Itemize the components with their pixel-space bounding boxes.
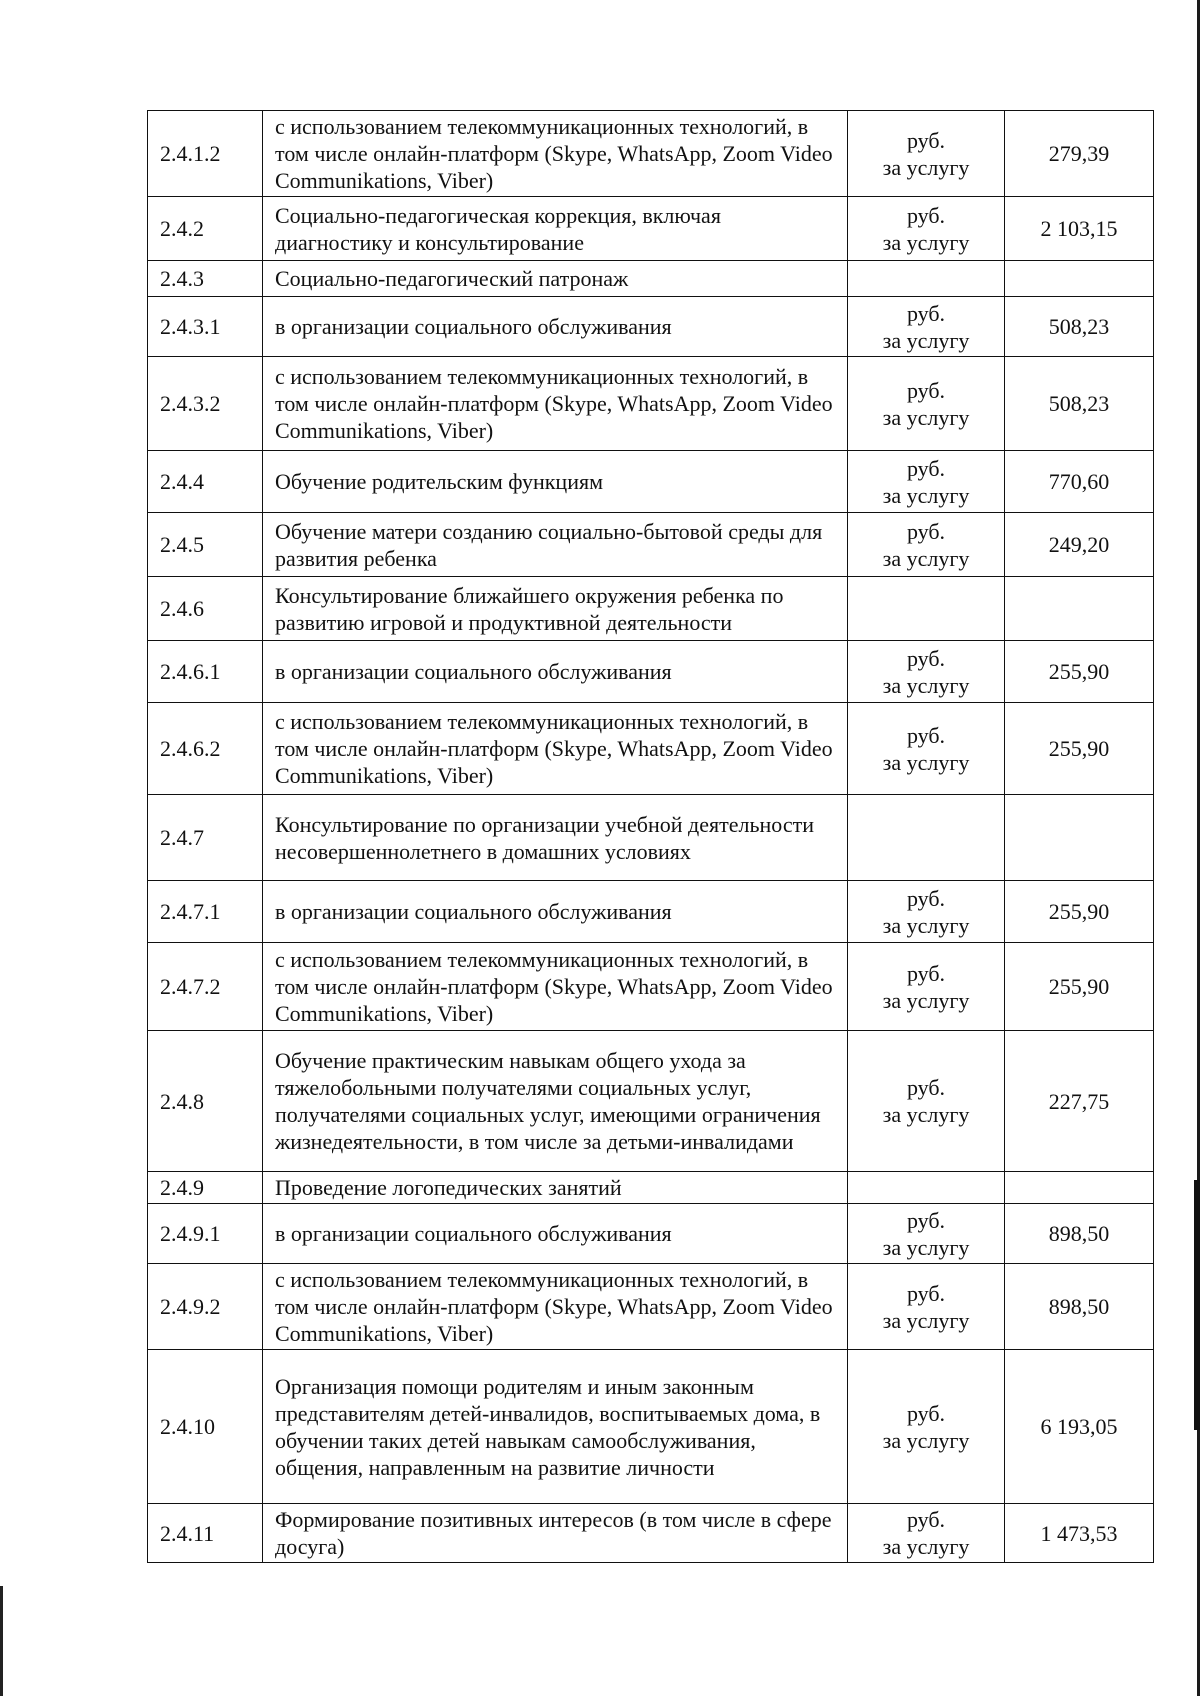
unit-line-1: руб. <box>906 1400 946 1426</box>
row-code: 2.4.3.2 <box>148 357 263 451</box>
row-code: 2.4.9.2 <box>148 1264 263 1350</box>
unit-line-1: руб. <box>906 300 946 326</box>
unit-line-2: за услугу <box>882 545 970 571</box>
scan-edge-right-band <box>1194 1180 1200 1430</box>
row-name: в организации социального обслуживания <box>263 297 848 357</box>
unit-line-2: за услугу <box>882 1307 970 1333</box>
row-code: 2.4.2 <box>148 197 263 261</box>
unit-line-2: за услугу <box>882 987 970 1013</box>
table-row <box>148 111 1154 197</box>
unit-line-2: за услугу <box>882 1234 970 1260</box>
row-unit <box>848 1504 1005 1563</box>
table-row <box>148 881 1154 943</box>
unit-line-1: руб. <box>906 518 946 544</box>
row-name: Обучение родительским функциям <box>263 451 848 513</box>
row-code: 2.4.10 <box>148 1350 263 1504</box>
unit-line-1: руб. <box>906 377 946 403</box>
table-row <box>148 1350 1154 1504</box>
row-name: Социально-педагогический патронаж <box>263 261 848 297</box>
row-unit <box>848 703 1005 795</box>
row-unit <box>848 943 1005 1031</box>
unit-line-1: руб. <box>906 127 946 153</box>
row-code: 2.4.7.1 <box>148 881 263 943</box>
row-code: 2.4.3.1 <box>148 297 263 357</box>
row-unit <box>848 1172 1005 1204</box>
row-name: с использованием телекоммуникационных технологий, в том числе онлайн-платформ (Skype, WhatsApp, Zoom Video Communikations, Viber) <box>263 1264 848 1350</box>
row-unit <box>848 577 1005 641</box>
row-unit <box>848 641 1005 703</box>
row-price: 508,23 <box>1005 357 1154 451</box>
row-name: Обучение матери созданию социально-бытовой среды для развития ребенка <box>263 513 848 577</box>
row-name: Обучение практическим навыкам общего ухода за тяжелобольными получателями социальных услуг, получателями социальных услуг, имеющими ограничения жизнедеятельности, в том числе за детьми-инвалидами <box>263 1031 848 1172</box>
row-code: 2.4.9 <box>148 1172 263 1204</box>
row-code: 2.4.1.2 <box>148 111 263 197</box>
unit-line-1: руб. <box>906 1075 946 1100</box>
row-price: 255,90 <box>1005 943 1154 1031</box>
unit-line-1: руб. <box>906 1507 946 1532</box>
row-code: 2.4.6 <box>148 577 263 641</box>
row-name: Консультирование ближайшего окружения ребенка по развитию игровой и продуктивной деятельности <box>263 577 848 641</box>
row-price: 770,60 <box>1005 451 1154 513</box>
row-name: Социально-педагогическая коррекция, включая диагностику и консультирование <box>263 197 848 261</box>
table-row <box>148 261 1154 297</box>
unit-line-2: за услугу <box>882 1102 970 1127</box>
table-row <box>148 795 1154 881</box>
row-unit <box>848 1031 1005 1172</box>
table-row <box>148 1172 1154 1204</box>
table-row <box>148 577 1154 641</box>
unit-line-2: за услугу <box>882 912 970 938</box>
row-price: 2 103,15 <box>1005 197 1154 261</box>
table-row <box>148 1504 1154 1563</box>
unit-line-1: руб. <box>906 1280 946 1306</box>
table-row <box>148 451 1154 513</box>
row-unit <box>848 197 1005 261</box>
row-price: 255,90 <box>1005 641 1154 703</box>
row-price <box>1005 1172 1154 1204</box>
row-name: Формирование позитивных интересов (в том числе в сфере досуга) <box>263 1504 848 1563</box>
row-name: с использованием телекоммуникационных технологий, в том числе онлайн-платформ (Skype, WhatsApp, Zoom Video Communikations, Viber) <box>263 703 848 795</box>
row-code: 2.4.9.1 <box>148 1204 263 1264</box>
row-price: 898,50 <box>1005 1204 1154 1264</box>
table-row <box>148 1204 1154 1264</box>
row-price: 1 473,53 <box>1005 1504 1154 1563</box>
unit-line-2: за услугу <box>882 154 970 180</box>
row-price: 508,23 <box>1005 297 1154 357</box>
unit-line-2: за услугу <box>882 749 970 775</box>
table-row <box>148 641 1154 703</box>
row-name: с использованием телекоммуникационных технологий, в том числе онлайн-платформ (Skype, WhatsApp, Zoom Video Communikations, Viber) <box>263 943 848 1031</box>
row-code: 2.4.3 <box>148 261 263 297</box>
row-code: 2.4.6.1 <box>148 641 263 703</box>
unit-line-2: за услугу <box>882 327 970 353</box>
row-unit <box>848 357 1005 451</box>
unit-line-2: за услугу <box>882 1427 970 1453</box>
row-price: 279,39 <box>1005 111 1154 197</box>
row-name: с использованием телекоммуникационных технологий, в том числе онлайн-платформ (Skype, WhatsApp, Zoom Video Communikations, Viber) <box>263 111 848 197</box>
unit-line-1: руб. <box>906 202 946 228</box>
row-code: 2.4.11 <box>148 1504 263 1563</box>
unit-line-2: за услугу <box>882 229 970 255</box>
row-code: 2.4.7.2 <box>148 943 263 1031</box>
row-unit <box>848 111 1005 197</box>
tariff-table-body <box>148 111 1154 1563</box>
row-code: 2.4.8 <box>148 1031 263 1172</box>
row-name: Организация помощи родителям и иным законным представителям детей-инвалидов, воспитываемых дома, в обучении таких детей навыкам самообслуживания, общения, направленным на развитие личности <box>263 1350 848 1504</box>
unit-line-1: руб. <box>906 885 946 911</box>
row-unit <box>848 1204 1005 1264</box>
table-row <box>148 197 1154 261</box>
row-unit <box>848 1350 1005 1504</box>
unit-line-1: руб. <box>906 1207 946 1233</box>
row-unit <box>848 451 1005 513</box>
unit-line-2: за услугу <box>882 1534 970 1559</box>
row-name: Проведение логопедических занятий <box>263 1172 848 1204</box>
row-name: в организации социального обслуживания <box>263 1204 848 1264</box>
row-price: 898,50 <box>1005 1264 1154 1350</box>
unit-line-2: за услугу <box>882 404 970 430</box>
row-price: 255,90 <box>1005 881 1154 943</box>
row-price: 227,75 <box>1005 1031 1154 1172</box>
row-unit <box>848 513 1005 577</box>
unit-line-2: за услугу <box>882 482 970 508</box>
row-unit <box>848 261 1005 297</box>
row-price <box>1005 577 1154 641</box>
row-code: 2.4.7 <box>148 795 263 881</box>
row-unit <box>848 297 1005 357</box>
row-price <box>1005 795 1154 881</box>
row-name: в организации социального обслуживания <box>263 641 848 703</box>
unit-line-2: за услугу <box>882 672 970 698</box>
table-row <box>148 297 1154 357</box>
tariff-table <box>147 110 1154 1563</box>
row-unit <box>848 795 1005 881</box>
row-price: 255,90 <box>1005 703 1154 795</box>
row-code: 2.4.6.2 <box>148 703 263 795</box>
unit-line-1: руб. <box>906 455 946 481</box>
row-code: 2.4.5 <box>148 513 263 577</box>
row-name: в организации социального обслуживания <box>263 881 848 943</box>
row-price: 249,20 <box>1005 513 1154 577</box>
row-price <box>1005 261 1154 297</box>
row-name: Консультирование по организации учебной деятельности несовершеннолетнего в домашних условиях <box>263 795 848 881</box>
table-row <box>148 703 1154 795</box>
row-code: 2.4.4 <box>148 451 263 513</box>
unit-line-1: руб. <box>906 722 946 748</box>
table-row <box>148 943 1154 1031</box>
row-price: 6 193,05 <box>1005 1350 1154 1504</box>
unit-line-1: руб. <box>906 960 946 986</box>
table-row <box>148 1264 1154 1350</box>
row-unit <box>848 881 1005 943</box>
table-row <box>148 1031 1154 1172</box>
unit-line-1: руб. <box>906 645 946 671</box>
row-unit <box>848 1264 1005 1350</box>
table-row <box>148 513 1154 577</box>
scan-edge-left <box>0 1586 3 1696</box>
table-row <box>148 357 1154 451</box>
row-name: с использованием телекоммуникационных технологий, в том числе онлайн-платформ (Skype, WhatsApp, Zoom Video Communikations, Viber) <box>263 357 848 451</box>
